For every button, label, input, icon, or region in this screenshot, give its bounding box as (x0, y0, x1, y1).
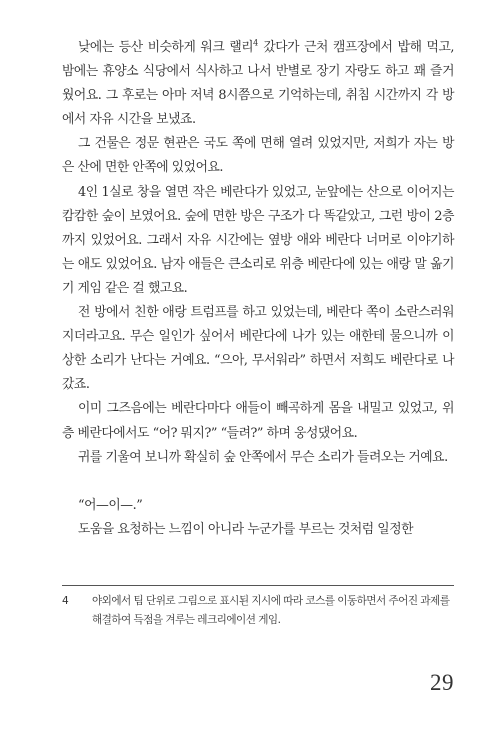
paragraph: 귀를 기울여 보니까 확실히 숲 안쪽에서 무슨 소리가 들려오는 거예요. (78, 449, 448, 465)
paragraph (62, 36, 454, 132)
paragraph-text: 낮에는 등산 비슷하게 워크 랠리 (78, 40, 254, 55)
paragraph: 이미 그즈음에는 베란다마다 애들이 빼곡하게 몸을 내밀고 있었고, 위층 베란다에서도 “어? 뭐지?” “들려?” 하며 웅성댔어요. (62, 401, 454, 441)
footnote-text: 야외에서 팀 단위로 그림으로 표시된 지시에 따라 코스를 이동하면서 주어진 과제를 해결하여 득점을 겨루는 레크리에이션 게임. (92, 595, 450, 626)
footnote-number: 4 (62, 595, 69, 607)
paragraph: 도움을 요청하는 느낌이 아니라 누군가를 부르는 것처럼 일정한 (78, 521, 414, 537)
paragraph: 그 건물은 정문 현관은 국도 쪽에 면해 열려 있었지만, 저희가 자는 방은 산에 면한 안쪽에 있었어요. (62, 136, 454, 176)
body-text (62, 36, 454, 542)
page-number: 29 (430, 670, 454, 695)
paragraph: 4인 1실로 창을 열면 작은 베란다가 있었고, 눈앞에는 산으로 이어지는 캄캄한 숲이 보였어요. 숲에 면한 방은 구조가 다 똑같았고, 그런 방이 2층까지 있었어요. 그래서 자유 시간에는 옆방 애와 베란다 너머로 이야기하는 애도 있었어요. 남자 애들은 큰소리로 위층 베란다에 있는 애랑 말 옮기기 게임 같은 걸 했고요. (62, 184, 454, 296)
footnote-reference: 4 (253, 38, 259, 48)
paragraph-text: 갔다가 근처 캠프장에서 밥해 먹고, 밤에는 휴양소 식당에서 식사하고 나서 반별로 장기 자랑도 하고 꽤 즐거웠어요. 그 후로는 아마 저녁 8시쯤으로 기억하는데, 취침 시간까지 각 방에서 자유 시간을 보냈죠. (62, 40, 454, 128)
footnote (62, 592, 454, 629)
dialogue-line: “어—이—.” (78, 497, 143, 513)
paragraph: 전 방에서 친한 애랑 트럼프를 하고 있었는데, 베란다 쪽이 소란스러워지더라고요. 무슨 일인가 싶어서 베란다에 나가 있는 애한테 물으니까 이상한 소리가 난다는 거예요. “으아, 무서워라” 하면서 저희도 베란다로 나갔죠. (62, 305, 454, 393)
footnote-divider (62, 585, 454, 586)
